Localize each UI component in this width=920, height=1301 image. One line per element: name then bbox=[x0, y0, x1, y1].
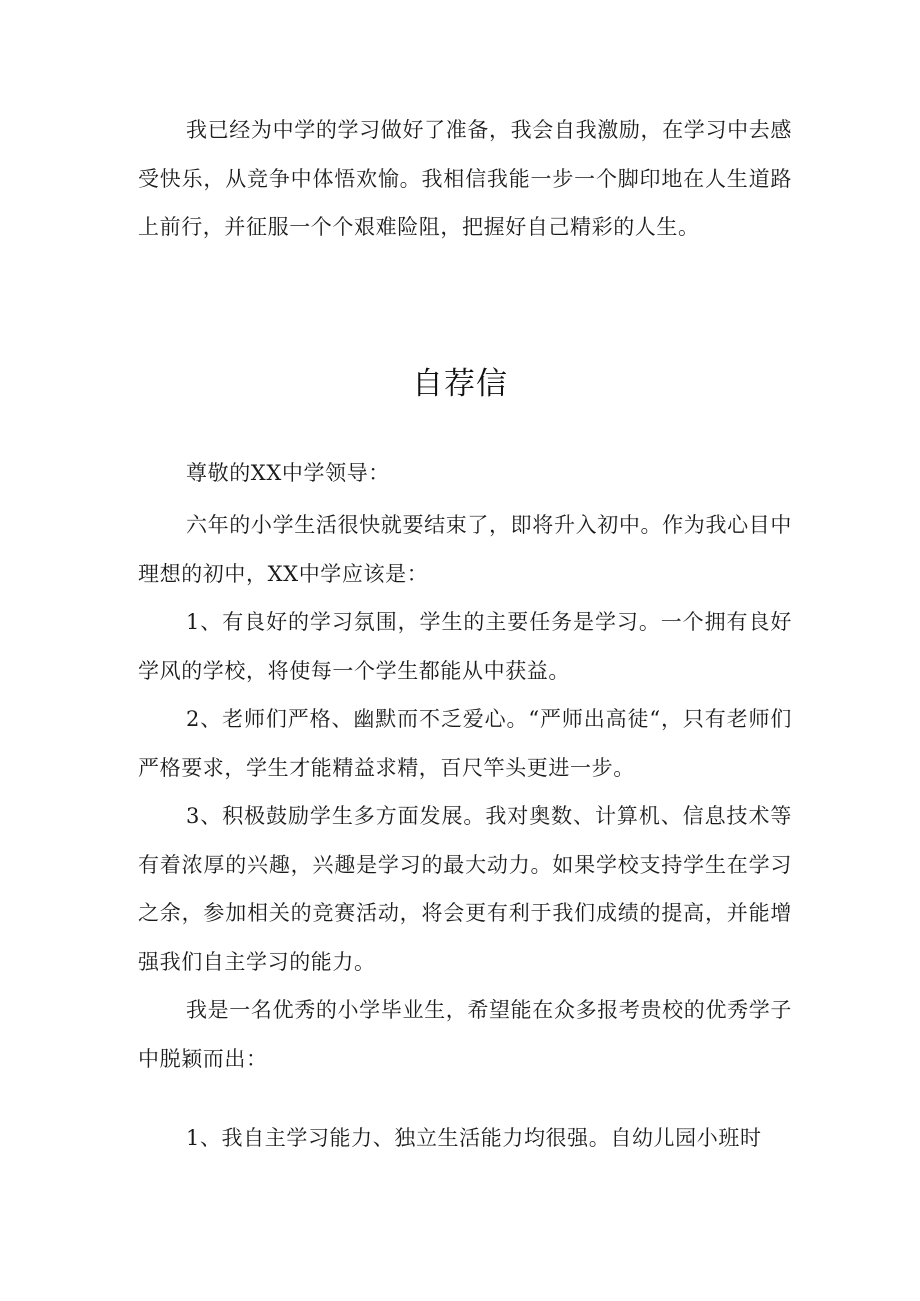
paragraph-self-point-1: 1、我自主学习能力、独立生活能力均很强。自幼儿园小班时 bbox=[186, 1126, 762, 1150]
paragraph-self-intro: 我是一名优秀的小学毕业生，希望能在众多报考贵校的优秀学子中脱颖而出： bbox=[138, 998, 792, 1071]
salutation: 尊敬的XX中学领导： bbox=[186, 461, 390, 485]
paragraph-point-3: 3、积极鼓励学生多方面发展。我对奥数、计算机、信息技术等有着浓厚的兴趣，兴趣是学习的最大动力。如果学校支持学生在学习之余，参加相关的竞赛活动，将会更有利于我们成绩的提高，并能增强我们自主学习的能力。 bbox=[138, 804, 792, 974]
intro-paragraph: 我已经为中学的学习做好了准备，我会自我激励，在学习中去感受快乐，从竞争中体悟欢愉。我相信我能一步一个脚印地在人生道路上前行，并征服一个个艰难险阻，把握好自己精彩的人生。 bbox=[138, 118, 792, 239]
letter-title: 自荐信 bbox=[412, 366, 508, 402]
paragraph-point-1: 1、有良好的学习氛围，学生的主要任务是学习。一个拥有良好学风的学校，将使每一个学生都能从中获益。 bbox=[138, 610, 792, 683]
paragraph-point-2: 2、老师们严格、幽默而不乏爱心。“严师出高徒“，只有老师们严格要求，学生才能精益求精，百尺竿头更进一步。 bbox=[138, 707, 792, 780]
paragraph-expectation: 六年的小学生活很快就要结束了，即将升入初中。作为我心目中理想的初中，XX中学应该是： bbox=[138, 513, 792, 586]
